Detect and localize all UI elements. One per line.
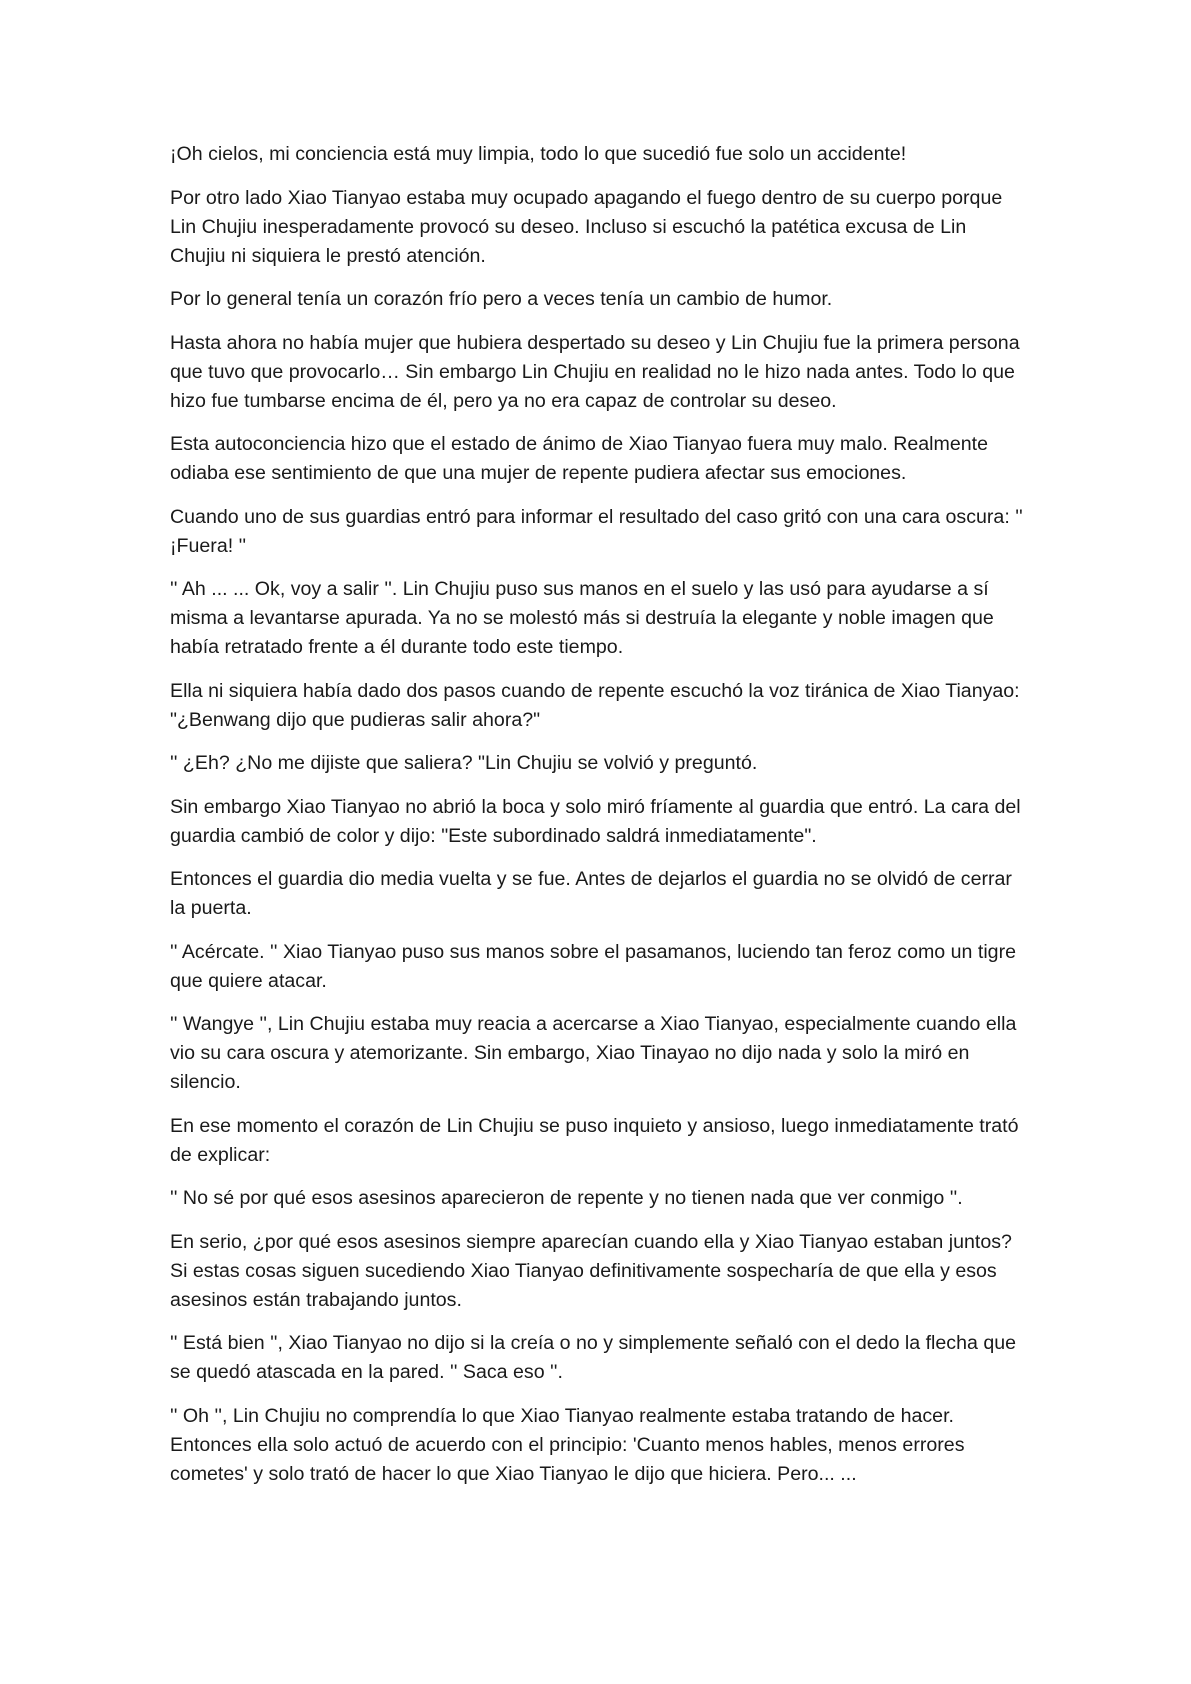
document-body: [170, 140, 1025, 1503]
paragraph-8: Ella ni siquiera había dado dos pasos cuando de repente escuchó la voz tiránica de Xiao Tianyao: "¿Benwang dijo que pudieras salir ahora?": [170, 679, 1020, 731]
paragraph-18: '' Oh '', Lin Chujiu no comprendía lo que Xiao Tianyao realmente estaba tratando de hacer. Entonces ella solo actuó de acuerdo con el principio: 'Cuanto menos hables, menos errores cometes' y solo trató de hacer lo que Xiao Tianyao le dijo que hiciera. Pero... ...: [170, 1404, 965, 1485]
paragraph-2: Por otro lado Xiao Tianyao estaba muy ocupado apagando el fuego dentro de su cuerpo porque Lin Chujiu inesperadamente provocó su deseo. Incluso si escuchó la patética excusa de Lin Chujiu ni siquiera le prestó atención.: [170, 186, 1003, 267]
paragraph-14: En ese momento el corazón de Lin Chujiu se puso inquieto y ansioso, luego inmediatamente trató de explicar:: [170, 1114, 1019, 1166]
paragraph-5: Esta autoconciencia hizo que el estado de ánimo de Xiao Tianyao fuera muy malo. Realmente odiaba ese sentimiento de que una mujer de repente pudiera afectar sus emociones.: [170, 433, 988, 484]
paragraph-9: '' ¿Eh? ¿No me dijiste que saliera? "Lin Chujiu se volvió y preguntó.: [170, 752, 758, 774]
paragraph-13: '' Wangye '', Lin Chujiu estaba muy reacia a acercarse a Xiao Tianyao, especialmente cuando ella vio su cara oscura y atemorizante. Sin embargo, Xiao Tinayao no dijo nada y solo la miró en silencio.: [170, 1013, 1017, 1093]
paragraph-7: '' Ah ... ... Ok, voy a salir ''. Lin Chujiu puso sus manos en el suelo y las usó para ayudarse a sí misma a levantarse apurada. Ya no se molestó más si destruía la elegante y noble imagen que había retratado frente a él durante todo este tiempo.: [170, 578, 994, 658]
paragraph-4: Hasta ahora no había mujer que hubiera despertado su deseo y Lin Chujiu fue la primera persona que tuvo que provocarlo… Sin embargo Lin Chujiu en realidad no le hizo nada antes. Todo lo que hizo fue tumbarse encima de él, pero ya no era capaz de controlar su deseo.: [170, 331, 1020, 412]
paragraph-6: Cuando uno de sus guardias entró para informar el resultado del caso gritó con una cara oscura: '' ¡Fuera! '': [170, 505, 1023, 557]
paragraph-1: ¡Oh cielos, mi conciencia está muy limpia, todo lo que sucedió fue solo un accidente!: [170, 143, 907, 165]
paragraph-17: '' Está bien '', Xiao Tianyao no dijo si la creía o no y simplemente señaló con el dedo la flecha que se quedó atascada en la pared. '' Saca eso ''.: [170, 1332, 1017, 1383]
paragraph-11: Entonces el guardia dio media vuelta y se fue. Antes de dejarlos el guardia no se olvidó de cerrar la puerta.: [170, 868, 1012, 919]
paragraph-16: En serio, ¿por qué esos asesinos siempre aparecían cuando ella y Xiao Tianyao estaban juntos? Si estas cosas siguen sucediendo Xiao Tianyao definitivamente sospecharía de que ella y esos asesinos están trabajando juntos.: [170, 1230, 1012, 1311]
paragraph-15: '' No sé por qué esos asesinos aparecieron de repente y no tienen nada que ver conmigo ''.: [170, 1187, 963, 1209]
paragraph-12: '' Acércate. '' Xiao Tianyao puso sus manos sobre el pasamanos, luciendo tan feroz como un tigre que quiere atacar.: [170, 940, 1016, 992]
paragraph-3: Por lo general tenía un corazón frío pero a veces tenía un cambio de humor.: [170, 288, 833, 310]
paragraph-10: Sin embargo Xiao Tianyao no abrió la boca y solo miró fríamente al guardia que entró. La cara del guardia cambió de color y dijo: "Este subordinado saldrá inmediatamente".: [170, 795, 1021, 847]
